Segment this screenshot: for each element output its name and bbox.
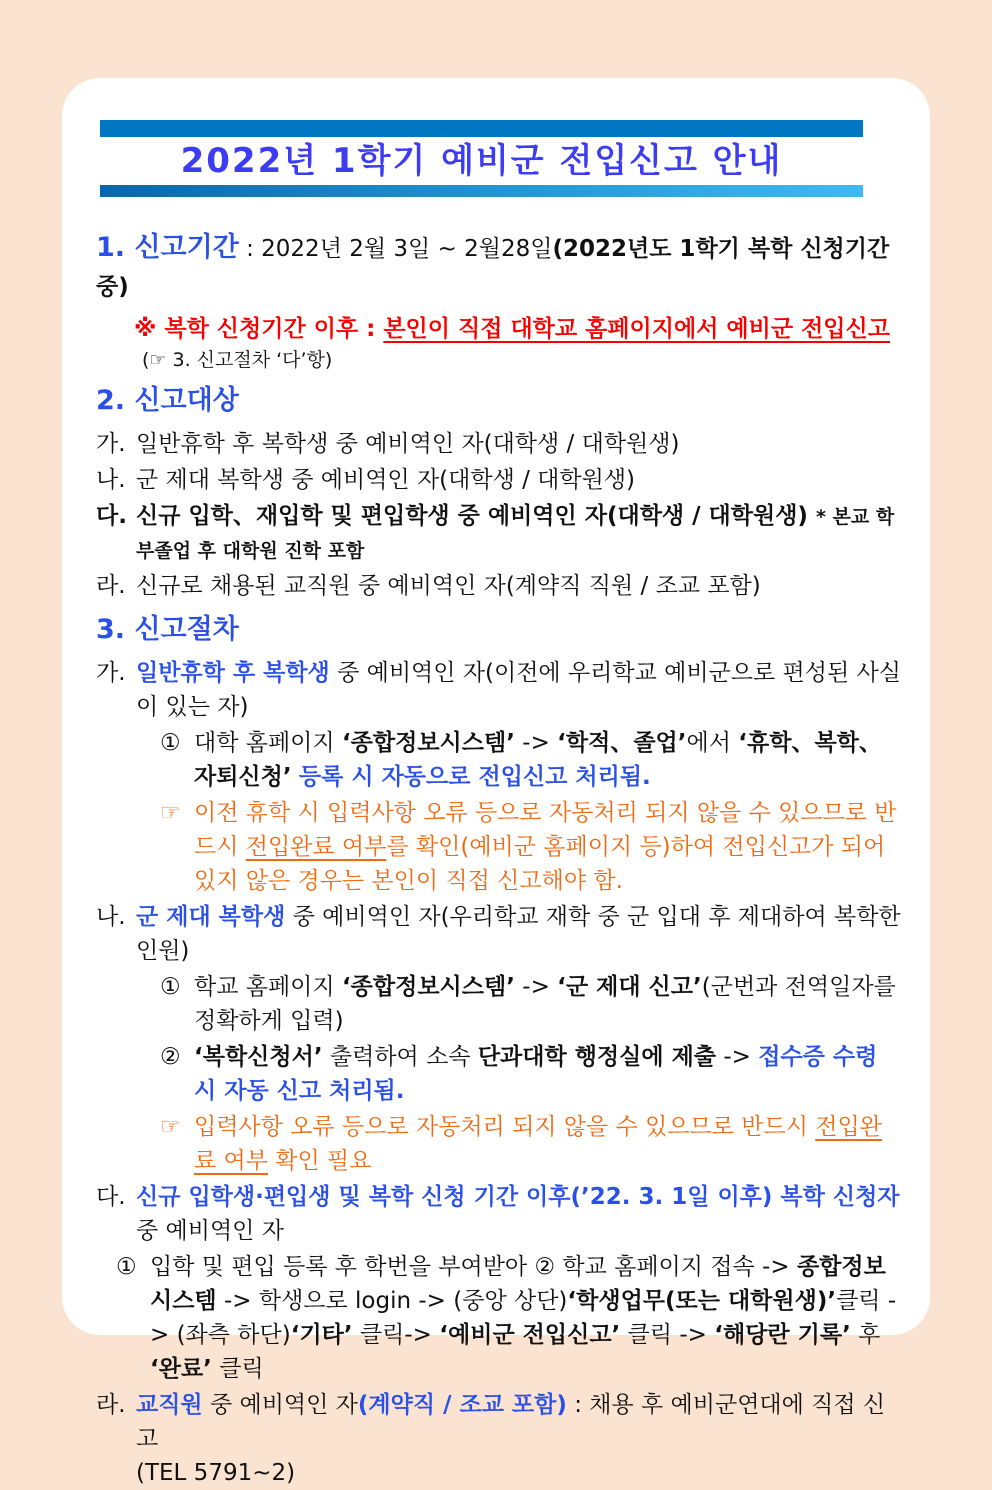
- pointing-hand-icon: ☞: [160, 800, 181, 826]
- item-rest: 중 예비역인 자(우리학교 재학 중 군 입대 후 제대하여 복학한 인원): [136, 904, 901, 964]
- step-run: 클릭 -> (좌측 하단): [150, 1288, 897, 1348]
- item-label: 나.: [96, 904, 126, 930]
- item-text: [136, 900, 904, 968]
- step-text: [150, 1250, 904, 1386]
- list-item-da: [96, 499, 904, 567]
- item-rest: 중 예비역인 자(이전에 우리학교 예비군으로 편성된 사실이 있는 자): [136, 660, 901, 720]
- step-run-bold: 종합정보시스템: [150, 1254, 886, 1314]
- section1-period-note: (2022년도 1학기 복학 신청기간 중): [96, 236, 890, 300]
- item-rest: 중 예비역인 자: [202, 1392, 358, 1418]
- note-run: 확인 필요: [267, 1148, 372, 1174]
- step-run-bold: ‘군 제대 신고’: [557, 974, 702, 1000]
- step-run: 클릭->: [352, 1322, 440, 1348]
- item-text: [136, 1388, 904, 1490]
- procedure-item-na: [96, 900, 904, 968]
- section-report-targets: [96, 382, 904, 603]
- note-text: [194, 1110, 904, 1178]
- step-run-bold: ‘학적、졸업’: [557, 730, 687, 756]
- procedure-step: [160, 1040, 904, 1108]
- keyword: 신규 입학생·편입생 및 복학 신청 기간 이후(’22. 3. 1일 이후) 복학 신청자: [136, 1184, 900, 1210]
- item-text: [136, 1180, 904, 1248]
- procedure-note: [160, 1110, 904, 1178]
- step-run: (군번과 전역일자를 정확하게 입력): [194, 974, 896, 1034]
- procedure-step: [160, 726, 904, 794]
- step-run: 클릭 ->: [620, 1322, 715, 1348]
- step-run-bold: ‘복학신청서’: [194, 1044, 323, 1070]
- note-run-underline: 전입완료 여부: [245, 834, 387, 860]
- section1-warning-line: [134, 312, 904, 346]
- procedure-step: [160, 970, 904, 1038]
- circled-number-icon: ②: [160, 1044, 181, 1070]
- step-run-bold: ‘휴학、복학、자퇴신청’: [194, 730, 882, 790]
- item-text: [136, 499, 904, 567]
- step-run-bold: ‘종합정보시스템’: [341, 974, 515, 1000]
- step-run: ->: [514, 974, 558, 1000]
- list-item-na: [96, 463, 904, 497]
- item-label: 라.: [96, 1392, 126, 1418]
- step-text: [194, 1040, 904, 1108]
- step-text: [194, 726, 904, 794]
- procedure-item-ga: [96, 656, 904, 724]
- step-run: 후: [850, 1322, 881, 1348]
- list-item-ga: [96, 427, 904, 461]
- tel-number: (TEL 5791~2): [136, 1460, 296, 1486]
- item-label: 가.: [96, 660, 126, 686]
- step-run: ->: [716, 1044, 759, 1070]
- item-rest: : 채용 후 예비군연대에 직접 신고: [136, 1392, 886, 1452]
- item-label: 가.: [96, 431, 126, 457]
- keyword: 군 제대 복학생: [136, 904, 286, 930]
- section1-period: 2022년 2월 3일 ~ 2월28일: [261, 236, 553, 262]
- item-label: 다.: [96, 503, 127, 529]
- procedure-step: [116, 1250, 904, 1386]
- warning-label: ※ 복학 신청기간 이후 :: [134, 316, 384, 342]
- step-text: [194, 970, 904, 1038]
- step-run-blue: 접수증 수령 시 자동 신고 처리됨.: [194, 1044, 878, 1104]
- item-text: [136, 656, 904, 724]
- step-run-bold: ‘학생업무(또는 대학원생)’: [567, 1288, 837, 1314]
- step-run: 클릭: [211, 1356, 264, 1382]
- item-rest: 중 예비역인 자: [136, 1218, 284, 1244]
- item-label: 라.: [96, 573, 126, 599]
- step-run: -> 학생으로 login -> (중앙 상단): [216, 1288, 568, 1314]
- section-report-procedure: [96, 611, 904, 1490]
- note-run-underline: 전입완료 여부: [194, 1114, 882, 1174]
- item-bold-text: 신규 입학、재입학 및 편입학생 중 예비역인 자(대학생 / 대학원생): [136, 503, 816, 529]
- section-report-period: [96, 229, 904, 374]
- keyword: 교직원: [136, 1392, 203, 1418]
- item-text: 일반휴학 후 복학생 중 예비역인 자(대학생 / 대학원생): [136, 431, 680, 457]
- section1-heading: 1. 신고기간: [96, 232, 239, 263]
- note-run: 입력사항 오류 등으로 자동처리 되지 않을 수 있으므로 반드시: [194, 1114, 816, 1140]
- procedure-item-ra: [96, 1388, 904, 1490]
- step-run: 대학 홈페이지: [194, 730, 342, 756]
- section3-heading: 3. 신고절차: [96, 614, 239, 645]
- step-run: 출력하여 소속: [322, 1044, 478, 1070]
- title-bottom-bar: [100, 185, 863, 197]
- note-run: 이전 휴학 시 입력사항 오류 등으로 자동처리 되지 않을 수 있으므로 반드시: [194, 800, 897, 860]
- section3-heading-line: [96, 611, 904, 650]
- item-label: 다.: [96, 1184, 126, 1210]
- step-run-bold: ‘완료’: [150, 1356, 212, 1382]
- section2-heading-line: [96, 382, 904, 421]
- circled-number-icon: ①: [160, 974, 181, 1000]
- title-top-bar: [100, 120, 863, 137]
- item-text: 군 제대 복학생 중 예비역인 자(대학생 / 대학원생): [136, 467, 636, 493]
- circled-number-icon: ①: [160, 730, 181, 756]
- step-run: [292, 764, 299, 790]
- keyword: (계약직 / 조교 포함): [357, 1392, 567, 1418]
- item-small-note: * 본교 학부졸업 후 대학원 진학 포함: [136, 506, 895, 562]
- item-text: 신규로 채용된 교직원 중 예비역인 자(계약직 직원 / 조교 포함): [136, 573, 761, 599]
- section2-heading: 2. 신고대상: [96, 385, 239, 416]
- step-run-bold: 단과대학 행정실에 제출: [477, 1044, 717, 1070]
- notice-content: [96, 229, 904, 1490]
- warning-underlined-text: 본인이 직접 대학교 홈페이지에서 예비군 전입신고: [383, 316, 890, 342]
- circled-number-icon: ①: [116, 1254, 137, 1280]
- notice-card: [62, 78, 930, 1486]
- step-run-bold: ‘기타’: [290, 1322, 353, 1348]
- step-run-bold: ‘해당란 기록’: [714, 1322, 851, 1348]
- section1-reference-note: (☞ 3. 신고절차 ‘다’항): [142, 349, 333, 371]
- list-item-ra: [96, 569, 904, 603]
- note-text: [194, 796, 904, 898]
- note-run: 를 확인(예비군 홈페이지 등)하여 전입신고가 되어있지 않은 경우는 본인이 직접 신고해야 함.: [194, 834, 886, 894]
- title-block: [100, 120, 863, 197]
- procedure-note: [160, 796, 904, 898]
- step-run: ->: [514, 730, 558, 756]
- keyword: 일반휴학 후 복학생: [136, 660, 330, 686]
- section1-separator: :: [238, 236, 262, 262]
- section1-heading-line: [96, 229, 904, 306]
- step-run-bold: ‘종합정보시스템’: [341, 730, 515, 756]
- step-run-bold: ‘예비군 전입신고’: [439, 1322, 621, 1348]
- step-run-blue: 등록 시 자동으로 전입신고 처리됨.: [298, 764, 651, 790]
- step-run: 에서: [686, 730, 739, 756]
- item-label: 나.: [96, 467, 126, 493]
- step-run: 입학 및 편입 등록 후 학번을 부여받아 ② 학교 홈페이지 접속 ->: [150, 1254, 797, 1280]
- pointing-hand-icon: ☞: [160, 1114, 181, 1140]
- page-title: 2022년 1학기 예비군 전입신고 안내: [180, 141, 783, 181]
- procedure-item-da: [96, 1180, 904, 1248]
- step-run: 학교 홈페이지: [194, 974, 342, 1000]
